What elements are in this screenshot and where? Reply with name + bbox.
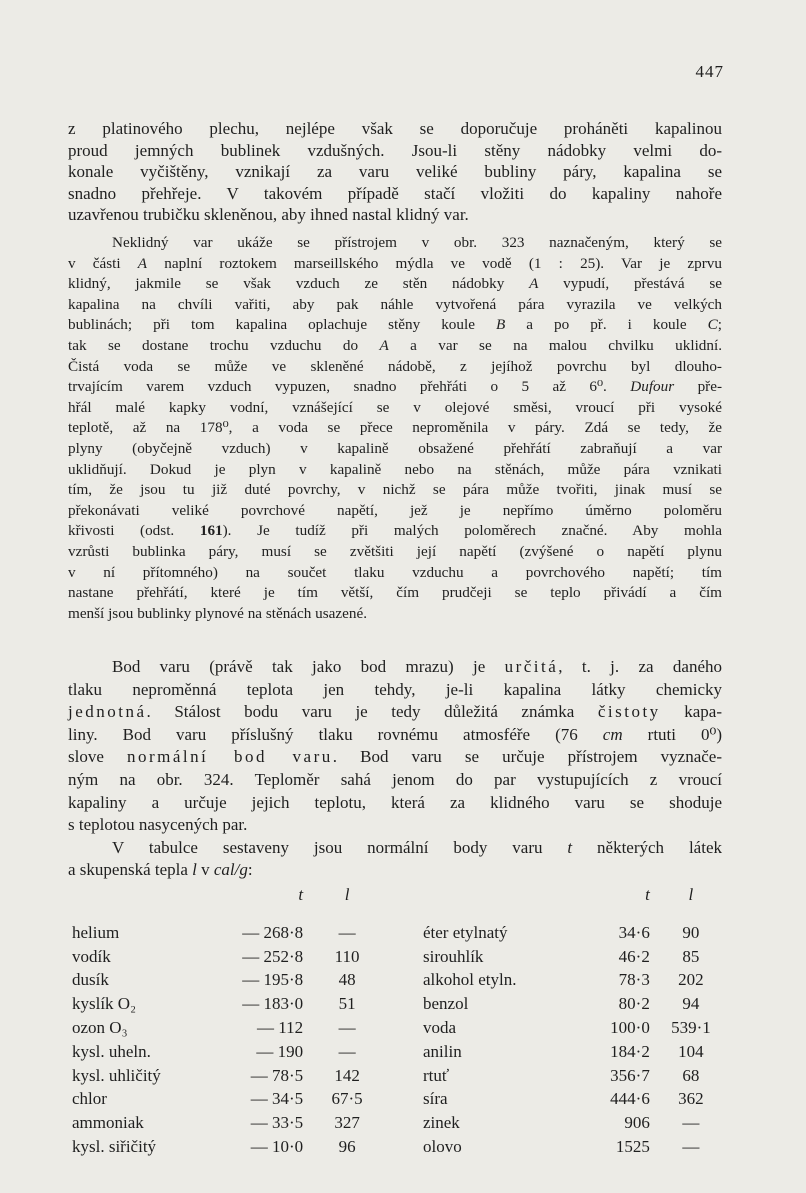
substance-name: vodík [72,946,111,966]
text-line: tlaku neproměnná teplota jen tehdy, je-li kapalina látky chemicky [68,679,722,699]
header-l: l [688,885,694,904]
substance-name: voda [422,1018,457,1038]
boiling-point: — 33·5 [250,1113,304,1133]
text-line: křivosti (odst. 161). Je tudíž při malých poloměrech značné. Aby mohla [68,522,722,540]
boiling-point: 356·7 [610,1065,650,1085]
text-line: s teplotou nasycených par. [68,815,248,835]
text-line: tím, že jsou tu již duté povrchy, v nichž se pára může tvořiti, jinak musí se [68,481,722,499]
text-line: jednotná. Stálost bodu varu je tedy důležitá známka čistoty kapa- [68,702,722,722]
boiling-point: 34·6 [618,922,650,942]
substance-name: síra [422,1089,448,1109]
boiling-point: — 78·5 [250,1065,304,1085]
table-row [72,1040,732,1064]
text-line: liny. Bod varu příslušný tlaku rovnému atmosféře (76 cm rtuti 0⁰) [68,724,722,744]
text-line: Čistá voda se může ve skleněné nádobě, z jejíhož povrchu byl dlouho- [68,357,722,375]
substance-name: ozon O₃ [72,1018,128,1038]
table-row [72,921,732,945]
boiling-point: — 190 [256,1041,304,1061]
boiling-point: 1525 [615,1137,650,1157]
latent-heat: 85 [682,946,700,966]
text-line: slove normální bod varu. Bod varu se určuje přístrojem vyznače- [68,747,722,767]
boiling-point: 184·2 [610,1041,650,1061]
substance-name: dusík [72,970,109,990]
latent-heat: 110 [334,946,360,966]
table-row [72,992,732,1016]
table-row [72,1111,732,1135]
text-line: vzrůsti bublinka páry, musí se zvětšiti její napětí (zvýšené o napětí plynu [68,542,722,560]
substance-name: kysl. uheln. [72,1041,151,1061]
text-line: proud jemných bublinek vzdušných. Jsou-li stěny nádobky velmi do- [68,140,722,160]
latent-heat: 362 [678,1089,704,1109]
text-line: klidný, jakmile se však vzduch ze stěn nádobky A vypudí, přestává se [68,275,723,293]
text-line: V tabulce sestaveny jsou normální body varu t některých látek [112,837,722,857]
text-line: Bod varu (právě tak jako bod mrazu) je určitá, t. j. za daného [112,657,722,676]
text-line: nastane přehřátí, které je tím větší, čím prudčeji se teplo přivádí a čím [68,584,722,602]
substance-name: kyslík O₂ [72,994,137,1014]
paragraph-2 [68,233,722,624]
text-line: kapaliny a určuje jejich teplotu, která za klidného varu se shoduje [68,792,722,812]
text-line: snadno přehřeje. V takovém případě stačí vložiti do kapaliny nahoře [68,183,722,203]
latent-heat: 327 [334,1113,360,1133]
boiling-point: — 252·8 [242,946,304,966]
latent-heat: 96 [338,1137,356,1157]
substance-name: ammoniak [72,1113,144,1133]
boiling-point: — 183·0 [242,994,304,1014]
substance-name: anilin [422,1041,462,1061]
latent-heat: — [682,1137,700,1157]
table-row [72,1064,732,1088]
page-number: 447 [695,62,724,81]
boiling-point: — 268·8 [242,922,304,942]
substance-name: alkohol etyln. [422,970,517,990]
boiling-point-table [72,885,732,1159]
latent-heat: 202 [678,970,704,990]
text-line: uklidňují. Dokud je plyn v kapalině nebo na stěnách, může pára vznikati [68,460,722,478]
table-header-row [72,885,732,921]
text-line: z platinového plechu, nejlépe však se doporučuje proháněti kapalinou [68,119,722,138]
latent-heat: — [338,1018,356,1038]
boiling-point: — 112 [257,1018,304,1038]
text-line: hřál malé kapky vodní, vznášející se v olejové směsi, vroucí při vysoké [68,398,722,416]
boiling-point: 444·6 [610,1089,650,1109]
table-row [72,1135,732,1159]
latent-heat: — [338,1041,356,1061]
table-row [72,1088,732,1112]
paragraph-1 [68,118,722,226]
table-row [72,969,732,993]
text-line: uzavřenou trubičku skleněnou, aby ihned nastal klidný var. [68,205,469,224]
text-line: překonávati veliké povrchové napětí, jež je nepřímo úměrno poloměru [68,501,722,519]
latent-heat: 51 [338,994,356,1014]
boiling-point: 906 [624,1113,650,1133]
header-t: t [645,885,650,904]
boiling-point: 46·2 [618,946,650,966]
latent-heat: 94 [682,994,700,1014]
text-line: Neklidný var ukáže se přístrojem v obr. 323 naznačeným, který se [112,234,722,251]
text-line: konale vyčištěny, vznikají za varu veliké bubliny páry, kapalina se [68,162,722,181]
text-line: plyny (obyčejně vzduch) v kapalině obsažené přehřátí zabraňují a var [68,439,722,457]
latent-heat: — [682,1113,700,1133]
substance-name: kysl. siřičitý [72,1137,157,1157]
header-t: t [298,885,304,904]
latent-heat: 539·1 [671,1018,711,1038]
paragraph-3 [68,656,722,882]
substance-name: éter etylnatý [422,922,508,942]
text-line: tak se dostane trochu vzduchu do A a var se na malou chvilku uklidní. [68,336,722,354]
substance-name: rtuť [422,1065,450,1085]
boiling-point: 78·3 [618,970,650,990]
latent-heat: 48 [338,970,356,990]
boiling-point: — 195·8 [242,970,304,990]
text-line: menší jsou bublinky plynové na stěnách usazené. [68,604,368,622]
text-line: kapalina na chvíli vařiti, aby pak náhle vytvořená pára vyrazila ve velkých [68,295,722,313]
boiling-point: — 34·5 [250,1089,304,1109]
substance-name: olovo [422,1137,462,1157]
text-line: v části A naplní roztokem marseillského mýdla ve vodě (1 : 25). Var je zprvu [68,254,722,272]
text-line: teplotě, až na 178⁰, a voda se přece neproměnila v páry. Zdá se tedy, že [68,419,722,437]
table-row [72,1016,732,1040]
substance-name: helium [72,922,120,942]
boiling-point: 100·0 [610,1018,650,1038]
latent-heat: 104 [678,1041,704,1061]
substance-name: kysl. uhličitý [72,1065,161,1085]
text-line: trvajícím varem vzduch vypuzen, snadno přehřáti o 5 až 6⁰. Dufour pře- [68,378,723,396]
boiling-point: — 10·0 [250,1137,304,1157]
latent-heat: 68 [682,1065,700,1085]
substance-name: benzol [422,994,469,1014]
substance-name: zinek [422,1113,460,1133]
header-l: l [344,885,350,904]
substance-name: chlor [72,1089,107,1109]
latent-heat: 67·5 [331,1089,363,1109]
latent-heat: 142 [334,1065,360,1085]
boiling-point: 80·2 [618,994,650,1014]
table-row [72,945,732,969]
text-line: ným na obr. 324. Teploměr sahá jenom do par vystupujících z vroucí [68,769,722,789]
latent-heat: 90 [682,922,700,942]
substance-name: sirouhlík [422,946,484,966]
text-line: bublinách; při tom kapalina oplachuje stěny koule B a po př. i koule C; [68,316,722,334]
text-line: v ní přítomného) na součet tlaku vzduchu a povrchového napětí; tím [68,563,722,581]
text-line: a skupenská tepla l v cal/g: [68,860,253,880]
latent-heat: — [338,922,356,942]
